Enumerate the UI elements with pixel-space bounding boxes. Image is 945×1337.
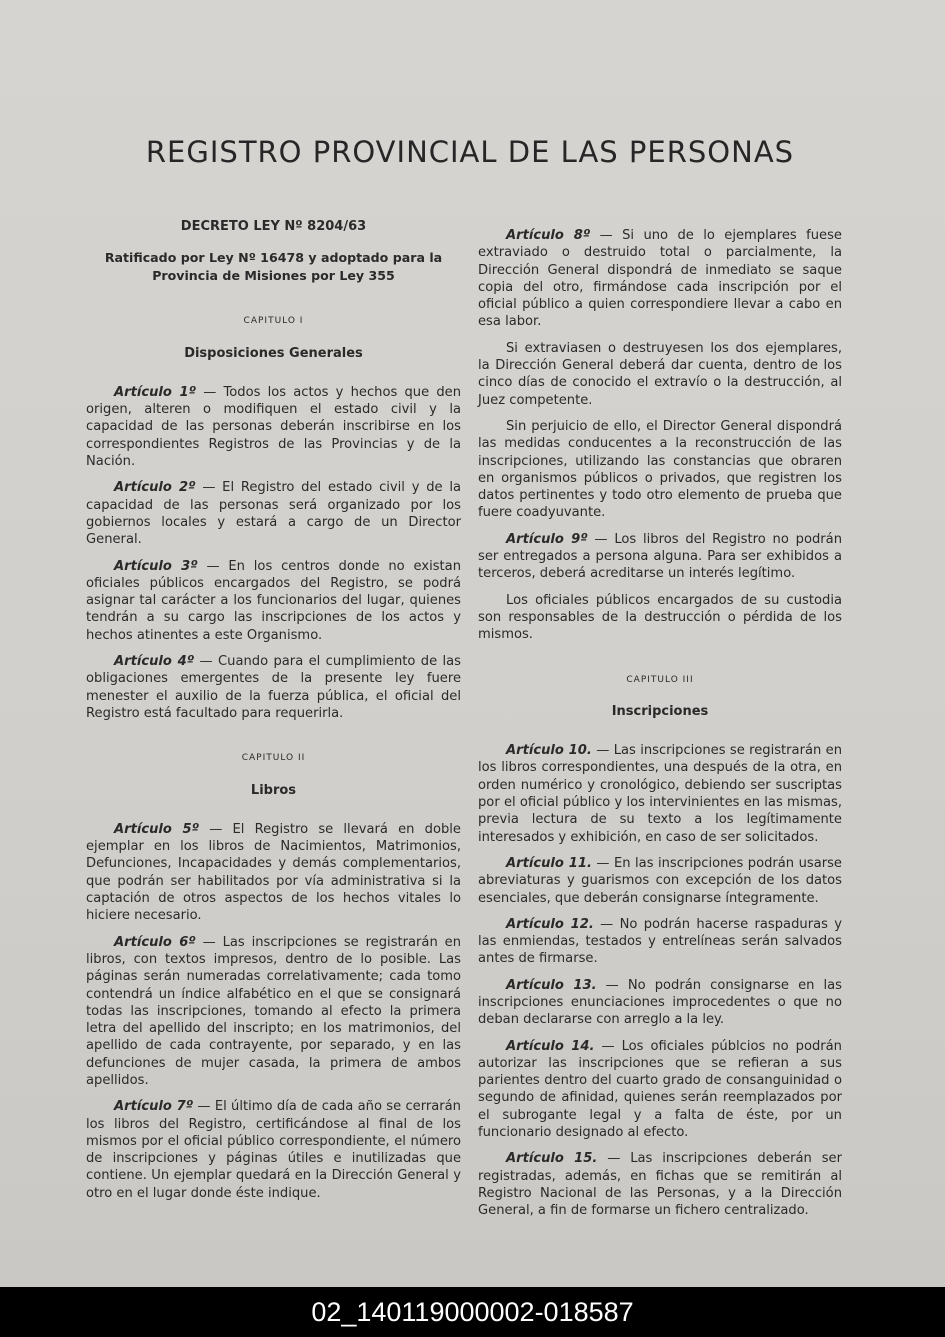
article-text: — En los centros donde no existan oficiales públicos encargados del Registro, se podrá asignar tal carácter a los funcionarios del lugar, quienes tendrán a su cargo las inscripciones de los actos y hechos atinentes a este Organismo. xyxy=(86,558,461,643)
ratified-subtitle: Ratificado por Ley Nº 16478 y adoptado para la Provincia de Misiones por Ley 355 xyxy=(104,250,443,284)
article-11 xyxy=(478,855,842,907)
article-heading: Artículo 5º xyxy=(114,821,199,837)
scan-id-label: 02_140119000002-018587 xyxy=(0,1287,945,1337)
page-title: REGISTRO PROVINCIAL DE LAS PERSONAS xyxy=(145,135,795,169)
chapter-label: CAPITULO III xyxy=(626,674,694,685)
article-text: — Las inscripciones se registrarán en los libros correspondientes, una después de la otra, en orden numérico y cronológico, debiendo ser suscriptas por el oficial público y los intervinientes en las mismas, previa lectura de su texto a los legítimamente interesados y exhibición, en caso de ser solicitados. xyxy=(478,743,843,845)
article-3 xyxy=(86,558,461,644)
article-8 xyxy=(478,227,842,331)
article-7 xyxy=(86,1098,461,1202)
article-text: — Las inscripciones deberán ser registradas, además, en fichas que se remitirán al Registro Nacional de las Personas, y a la Dirección General, a fin de formarse un fichero centralizado. xyxy=(478,1151,842,1219)
article-heading: Artículo 13. xyxy=(506,977,597,993)
article-8-paragraph-2: Si extraviasen o destruyesen los dos ejemplares, la Dirección General deberá dar cuenta, dentro de los cinco días de conocido el extravío o la destrucción, al Juez competente. xyxy=(478,340,842,408)
article-text: — No podrán hacerse raspaduras y las enmiendas, testados y entrelíneas serán salvados antes de firmarse. xyxy=(478,916,842,967)
article-15 xyxy=(478,1150,842,1219)
article-1 xyxy=(86,384,461,470)
chapter-label: CAPITULO II xyxy=(241,753,306,764)
article-heading: Artículo 6º xyxy=(114,934,196,950)
article-heading: Artículo 11. xyxy=(506,855,592,871)
article-text: — Los libros del Registro no podrán ser entregados a persona alguna. Para ser exhibidos a terceros, deberá acreditarse un interés legítimo. xyxy=(478,531,842,582)
article-6 xyxy=(86,934,461,1090)
article-10 xyxy=(478,742,842,846)
article-heading: Artículo 9º xyxy=(506,531,588,547)
article-2 xyxy=(86,479,461,548)
article-12 xyxy=(478,916,842,968)
article-5 xyxy=(86,821,461,925)
article-8-paragraph-3: Sin perjuicio de ello, el Director General dispondrá las medidas conducentes a la reconstrucción de las inscripciones, utilizando las constancias que obraren en organismos públicos o privados, que registren los datos pertinentes y todo otro elemento de prueba que fuere coadyuvante. xyxy=(478,418,842,521)
article-heading: Artículo 8º xyxy=(506,228,591,243)
article-text: — Las inscripciones se registrarán en libros, con textos impresos, dentro de lo posible. Las páginas serán numeradas correlativamente; cada tomo contendrá un índice alfabético en el que se consignará todas las inscripciones, tomando al efecto la primera letra del apellido del inscripto; en los matrimonios, del apellido de cada contrayente, por separado, y en las defunciones de mujer casada, la primera de ambos apellidos. xyxy=(86,934,462,1088)
article-heading: Artículo 14. xyxy=(506,1038,595,1054)
article-text: — En las inscripciones podrán usarse abreviaturas y guarismos con excepción de los datos esenciales, que deberán consignarse íntegramente. xyxy=(478,855,842,906)
article-text: — El Registro se llevará en doble ejemplar en los libros de Nacimientos, Matrimonios, Defunciones, Incapacidades y demás complementarios, que podrán ser habilitados por vía administrativa si la captación de otros aspectos de los hechos vitales lo hiciere necesario. xyxy=(86,821,461,924)
article-heading: Artículo 2º xyxy=(114,480,196,496)
article-text: — El último día de cada año se cerrarán los libros del Registro, certificándose al final de los mismos por el oficial público correspondiente, el número de inscripciones y páginas útiles e inutilizadas que contiene. Un ejemplar quedará en la Dirección General y otro en el lugar donde éste indique. xyxy=(86,1099,461,1201)
article-text: — Los oficiales públcios no podrán autorizar las inscripciones que se refieran a sus parientes dentro del cuarto grado de consanguinidad o segundo de afinidad, quienes serán reemplazados por el subrogante legal y a falta de éste, por un funcionario designado al efecto. xyxy=(478,1038,842,1141)
chapter-title: Disposiciones Generales xyxy=(184,345,363,361)
article-heading: Artículo 15. xyxy=(506,1151,598,1167)
chapter-label: CAPITULO I xyxy=(243,316,304,327)
article-text: — Todos los actos y hechos que den origen, alteren o modifiquen el estado civil y la capacidad de las personas deberán inscribirse en los correspondientes Registros de las Provincias y de la Nación. xyxy=(86,384,461,470)
article-heading: Artículo 10. xyxy=(506,743,592,759)
article-heading: Artículo 7º xyxy=(114,1099,194,1115)
article-4 xyxy=(86,653,461,722)
article-text: — Cuando para el cumplimiento de las obligaciones emergentes de la presente ley fuere menester el auxilio de la fuerza pública, el oficial del Registro está facultado para requerirla. xyxy=(86,654,461,721)
article-9 xyxy=(478,531,842,583)
article-heading: Artículo 4º xyxy=(114,654,195,670)
left-column xyxy=(86,218,461,1211)
chapter-title: Libros xyxy=(250,782,297,798)
article-text: — No podrán consignarse en las inscripciones enunciaciones improcedentes o que no deban declararse con arreglo a la ley. xyxy=(478,977,842,1028)
article-text: — El Registro del estado civil y de la capacidad de las personas será organizado por los gobiernos locales y estará a cargo de un Director General. xyxy=(86,480,461,548)
article-9-paragraph-2: Los oficiales públicos encargados de su custodia son responsables de la destrucción o pérdida de los mismos. xyxy=(478,592,842,643)
article-13 xyxy=(478,977,842,1029)
article-heading: Artículo 1º xyxy=(114,384,196,400)
right-column xyxy=(478,227,842,1229)
article-heading: Artículo 12. xyxy=(506,916,594,932)
article-text: — Si uno de lo ejemplares fuese extraviado o destruido total o parcialmente, la Dirección General dispondrá de inmediato se saque copia del otro, firmándose cada inscripción por el oficial público a quien correspondiere llevar a cabo en esa labor. xyxy=(478,228,842,330)
chapter-title: Inscripciones xyxy=(611,703,709,719)
article-14 xyxy=(478,1038,842,1142)
decree-heading: DECRETO LEY Nº 8204/63 xyxy=(180,219,367,234)
article-heading: Artículo 3º xyxy=(114,558,198,574)
